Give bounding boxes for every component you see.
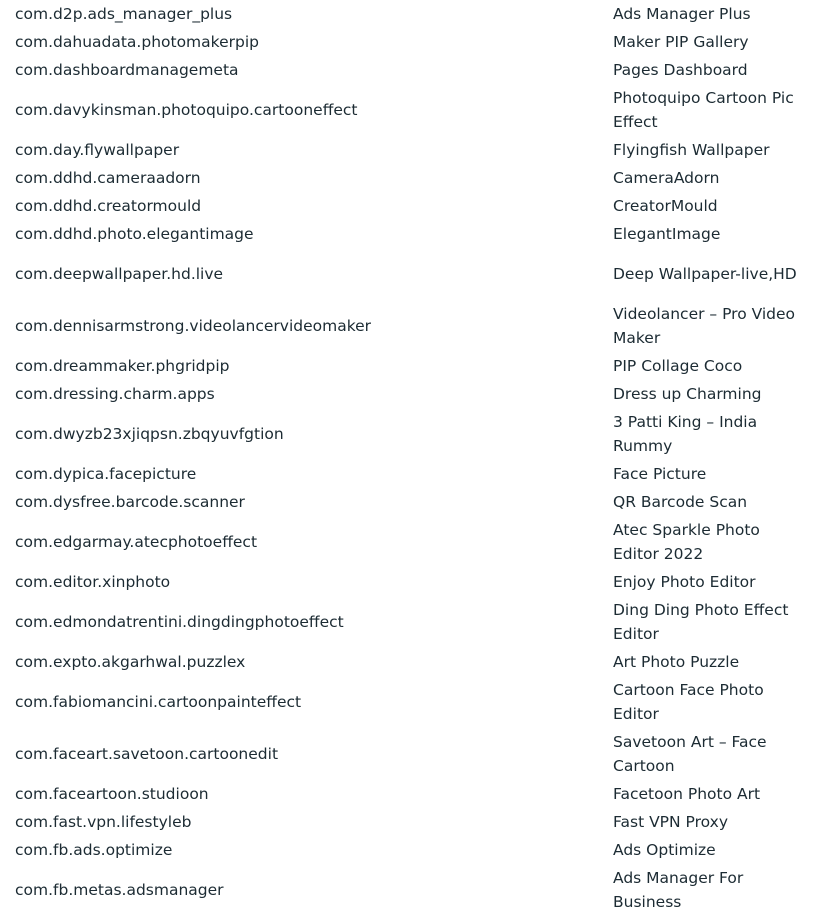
package-name-cell: com.edgarmay.atecphotoeffect [15, 533, 258, 551]
app-name-cell: ElegantImage [613, 225, 721, 243]
package-name-cell: com.dwyzb23xjiqpsn.zbqyuvfgtion [15, 425, 284, 443]
table-row [0, 84, 833, 136]
package-name-cell: com.dashboardmanagemeta [15, 61, 239, 79]
app-name-cell: 3 Patti King – India Rummy [613, 413, 758, 455]
app-name-cell: Photoquipo Cartoon Pic Effect [613, 89, 794, 131]
table-row [0, 248, 833, 300]
table-row [0, 408, 833, 460]
package-name-cell: com.fb.ads.optimize [15, 841, 173, 859]
table-row [0, 568, 833, 596]
table-row [0, 220, 833, 248]
package-name-cell: com.dressing.charm.apps [15, 385, 215, 403]
app-name-cell: Deep Wallpaper-live,HD [613, 265, 797, 283]
app-name-cell: Ads Optimize [613, 841, 716, 859]
table-row [0, 352, 833, 380]
app-name-cell: Ads Manager For Business [613, 869, 744, 911]
app-name-cell: Art Photo Puzzle [613, 653, 740, 671]
package-name-cell: com.faceart.savetoon.cartoonedit [15, 745, 279, 763]
table-row [0, 676, 833, 728]
table-row [0, 300, 833, 352]
app-name-cell: Enjoy Photo Editor [613, 573, 756, 591]
app-name-cell: Videolancer – Pro Video Maker [613, 305, 796, 347]
table-row [0, 28, 833, 56]
package-name-cell: com.dysfree.barcode.scanner [15, 493, 245, 511]
package-name-cell: com.d2p.ads_manager_plus [15, 5, 233, 23]
app-name-cell: Flyingfish Wallpaper [613, 141, 770, 159]
table-row [0, 780, 833, 808]
package-name-cell: com.ddhd.photo.elegantimage [15, 225, 254, 243]
app-name-cell: Dress up Charming [613, 385, 762, 403]
app-name-cell: Facetoon Photo Art [613, 785, 761, 803]
package-name-cell: com.fb.metas.adsmanager [15, 881, 224, 899]
package-name-cell: com.fabiomancini.cartoonpainteffect [15, 693, 302, 711]
table-row [0, 380, 833, 408]
app-name-cell: Pages Dashboard [613, 61, 748, 79]
package-name-cell: com.edmondatrentini.dingdingphotoeffect [15, 613, 344, 631]
table-row [0, 516, 833, 568]
app-name-cell: QR Barcode Scan [613, 493, 748, 511]
table-row [0, 648, 833, 676]
app-name-cell: Ding Ding Photo Effect Editor [613, 601, 789, 643]
package-name-cell: com.deepwallpaper.hd.live [15, 265, 224, 283]
table-row [0, 836, 833, 864]
package-name-cell: com.dreammaker.phgridpip [15, 357, 230, 375]
table-row [0, 192, 833, 220]
package-name-cell: com.ddhd.creatormould [15, 197, 202, 215]
table-row [0, 164, 833, 192]
app-name-cell: CreatorMould [613, 197, 718, 215]
app-name-cell: Atec Sparkle Photo Editor 2022 [613, 521, 760, 563]
app-name-cell: Face Picture [613, 465, 707, 483]
table-row [0, 864, 833, 916]
package-name-cell: com.fast.vpn.lifestyleb [15, 813, 192, 831]
package-name-cell: com.day.flywallpaper [15, 141, 180, 159]
app-name-cell: Ads Manager Plus [613, 5, 751, 23]
table-row [0, 488, 833, 516]
app-name-cell: Fast VPN Proxy [613, 813, 729, 831]
app-name-cell: CameraAdorn [613, 169, 720, 187]
package-name-cell: com.editor.xinphoto [15, 573, 171, 591]
table-row [0, 136, 833, 164]
package-name-cell: com.dahuadata.photomakerpip [15, 33, 259, 51]
package-name-cell: com.dypica.facepicture [15, 465, 197, 483]
app-name-cell: Savetoon Art – Face Cartoon [613, 733, 767, 775]
app-name-cell: Cartoon Face Photo Editor [613, 681, 764, 723]
table-row [0, 596, 833, 648]
table-row [0, 808, 833, 836]
package-name-cell: com.davykinsman.photoquipo.cartooneffect [15, 101, 358, 119]
table-row [0, 728, 833, 780]
app-name-cell: PIP Collage Coco [613, 357, 743, 375]
package-name-cell: com.dennisarmstrong.videolancervideomaker [15, 317, 372, 335]
package-name-cell: com.expto.akgarhwal.puzzlex [15, 653, 246, 671]
package-name-cell: com.ddhd.cameraadorn [15, 169, 201, 187]
table-row [0, 460, 833, 488]
table-row [0, 56, 833, 84]
package-name-cell: com.faceartoon.studioon [15, 785, 209, 803]
table-row [0, 0, 833, 28]
app-name-cell: Maker PIP Gallery [613, 33, 749, 51]
